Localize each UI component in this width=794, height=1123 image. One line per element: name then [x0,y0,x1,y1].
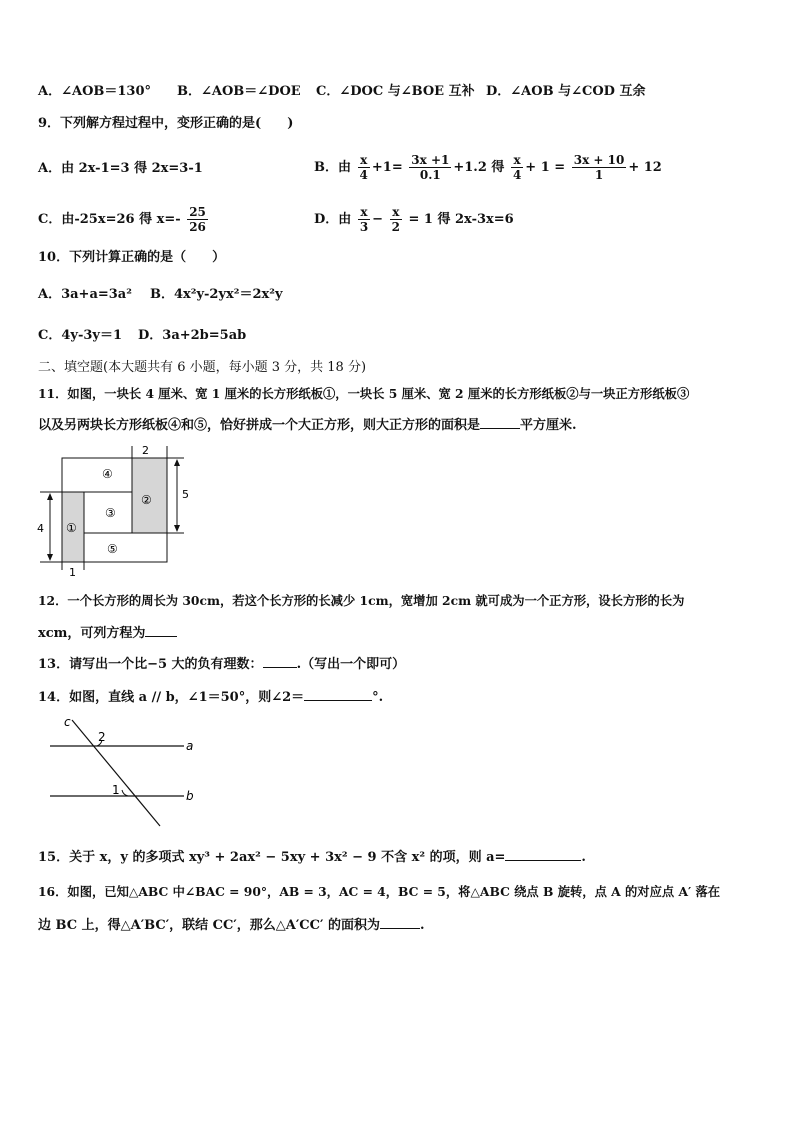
q8-option-b: B．∠AOB＝∠DOE [177,84,301,99]
dim-bottom: 1 [69,566,76,579]
dim-right: 5 [182,488,189,501]
q16-line2: 边 BC 上，得△A′BC′，联结 CC′，那么△A′CC′ 的面积为 . [38,918,425,933]
q12-line1: 12．一个长方形的周长为 30cm，若这个长方形的长减少 1cm，宽增加 2cm 就可成为一个正方形，设长方形的长为 [38,593,685,608]
q10-option-d: D．3a+2b=5ab [138,328,247,343]
label-2: ② [141,493,152,507]
section-heading: 二、填空题(本大题共有 6 小题，每小题 3 分，共 18 分) [38,360,367,375]
angle-1-label: 1 [112,783,120,797]
answer-blank [145,624,177,637]
answer-blank [263,655,297,668]
angle-2-label: 2 [98,730,106,744]
q11-figure [34,440,204,580]
label-3: ③ [105,506,116,520]
q8-option-c: C．∠DOC 与∠BOE 互补 [316,84,475,99]
label-a: a [186,739,194,753]
q16-line1: 16．如图，已知△ABC 中∠BAC = 90°，AB = 3，AC = 4，BC = 5，将△ABC 绕点 B 旋转，点 A 的对应点 A′ 落在 [38,884,721,899]
line-c [72,720,160,826]
fraction: $\frac{x}{4}$ [512,153,522,182]
dim-left: 4 [37,522,44,535]
q14: 14．如图，直线 a // b，∠1＝50°，则∠2＝ °. [38,690,384,705]
answer-blank [480,416,520,429]
q11-line1: 11．如图，一块长 4 厘米、宽 1 厘米的长方形纸板①，一块长 5 厘米、宽 2 厘米的长方形纸板②与一块正方形纸板③ [38,386,690,401]
q15: 15．关于 x，y 的多项式 xy³ + 2ax² − 5xy + 3x² − 9 不含 x² 的项，则 a= . [38,850,586,865]
q8-option-d: D．∠AOB 与∠COD 互余 [486,84,646,99]
q11-line2: 以及另两块长方形纸板④和⑤，恰好拼成一个大正方形，则大正方形的面积是 平方厘米. [38,418,577,433]
fraction: $\frac{x}{2}$ [391,205,400,234]
label-b: b [186,789,194,803]
label-c: c [64,715,71,729]
q10-option-b: B．4x²y-2yx²＝2x²y [150,287,283,302]
q10-option-a: A．3a+a=3a² [38,287,132,302]
answer-blank [505,848,581,861]
q12-line2: xcm，可列方程为 [38,624,177,642]
fraction: $\frac{3x + 10}{1}$ [573,153,625,182]
q9-option-d: D．由 $\frac{x}{3}$ − $\frac{x}{2}$ = 1 得 2x-3x=6 [314,205,514,234]
fraction: $\frac{x}{3}$ [359,205,369,234]
fraction: $\frac{x}{4}$ [359,153,368,182]
answer-blank [380,916,420,929]
q9-option-c: C．由-25x=26 得 x=- $\frac{25}{26}$ [38,205,206,234]
dim-top: 2 [142,444,149,457]
q9-stem: 9．下列解方程过程中，变形正确的是( ) [38,116,294,131]
fraction: $\frac{3x +1}{0.1}$ [411,153,450,182]
label-5: ⑤ [107,542,118,556]
q14-figure [44,712,214,830]
q9-option-b: B．由 $\frac{x}{4}$ +1= $\frac{3x +1}{0.1}$ +1.2 得 $\frac{x}{4}$ + 1 = $\frac{3x + 10}{1}$ + 12 [314,153,662,182]
q10-stem: 10．下列计算正确的是（ ） [38,250,226,265]
fraction: $\frac{25}{26}$ [189,205,206,234]
label-4: ④ [102,467,113,481]
q8-option-a: A．∠AOB＝130° [38,84,152,99]
answer-blank [304,688,372,701]
q9-option-a: A．由 2x-1=3 得 2x=3-1 [38,161,203,176]
q10-option-c: C．4y-3y＝1 [38,328,122,343]
q13: 13．请写出一个比−5 大的负有理数： .（写出一个即可） [38,657,406,672]
label-1: ① [66,521,77,535]
